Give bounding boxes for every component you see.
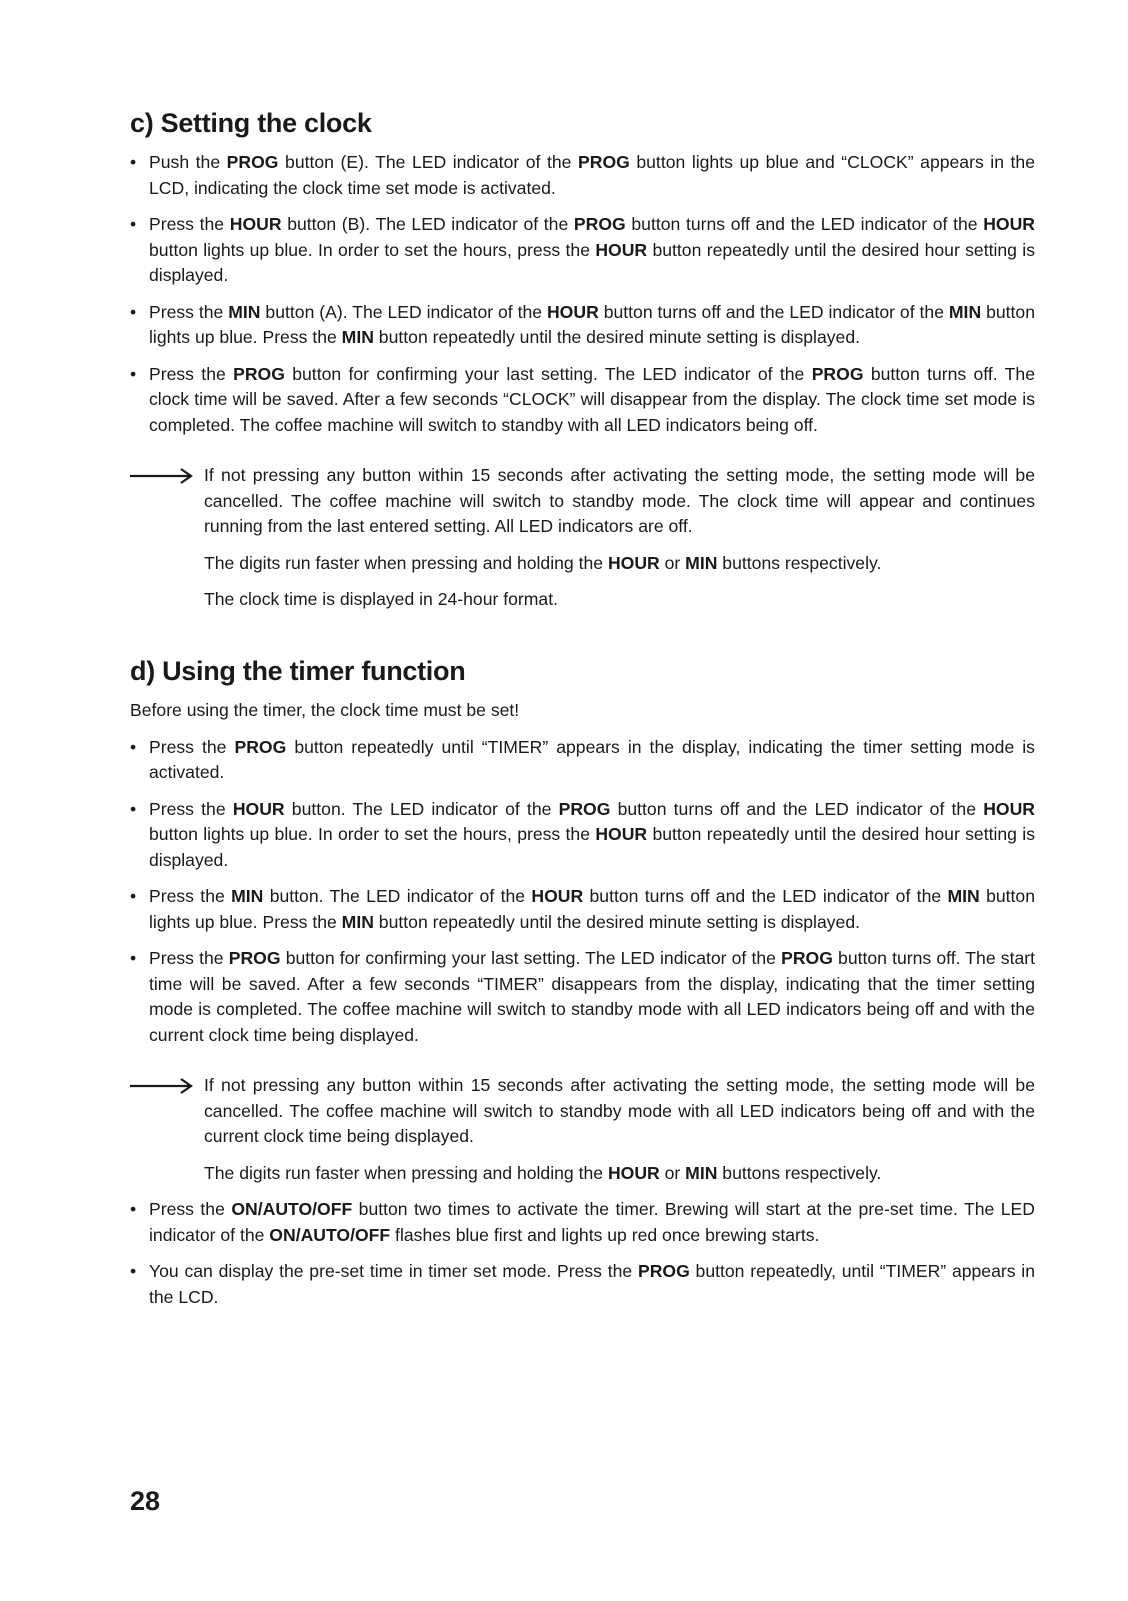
button-name: MIN	[341, 911, 374, 932]
button-name: MIN	[685, 552, 718, 573]
text-segment: button lights up blue. In order to set the hours, press the	[149, 239, 596, 260]
text-segment: or	[659, 1162, 686, 1183]
section-d-body	[130, 698, 1035, 1321]
button-name: HOUR	[595, 239, 648, 260]
button-name: PROG	[228, 948, 281, 968]
text-segment: Press the	[149, 798, 233, 819]
text-segment: button. The LED indicator of the	[263, 886, 532, 906]
note	[130, 463, 1035, 540]
text-segment: button repeatedly, until “TIMER” appears in the LCD.	[149, 1261, 1035, 1307]
text-segment: Press the	[149, 948, 229, 968]
note-text: If not pressing any button within 15 seconds after activating the setting mode, the setting mode will be cancelled. The coffee machine will switch to standby mode with all LED indicators being off and with the current clock time being displayed.	[204, 1075, 1035, 1146]
text-segment: button repeatedly until the desired minute setting is displayed.	[373, 911, 861, 932]
text-segment: button turns off and the LED indicator of the	[583, 886, 948, 906]
text-segment: button turns off and the LED indicator of the	[610, 798, 984, 819]
button-name: ON/AUTO/OFF	[269, 1224, 391, 1245]
list-item	[130, 735, 1035, 786]
section-c-body	[130, 150, 1035, 624]
text-segment: Press the	[149, 301, 229, 322]
text-segment: button repeatedly until the desired minute setting is displayed.	[373, 327, 861, 347]
button-name: PROG	[781, 948, 833, 968]
text-segment: button lights up blue. Press the	[149, 301, 1035, 347]
button-name: ON/AUTO/OFF	[231, 1199, 353, 1219]
button-name: HOUR	[232, 798, 285, 819]
button-name: PROG	[558, 798, 611, 819]
text-segment: button turns off. The clock time will be saved. After a few seconds “CLOCK” will disappear from the display. The clock time set mode is completed. The coffee machine will switch to standby with all LED indicators being off.	[149, 363, 1035, 435]
text-segment: button (B). The LED indicator of the	[281, 214, 574, 234]
text-segment: button (A). The LED indicator of the	[260, 301, 547, 322]
button-name: HOUR	[595, 824, 648, 844]
section-c-bullets	[130, 150, 1035, 438]
text-segment: The digits run faster when pressing and holding the	[204, 552, 608, 573]
section-c-heading: c) Setting the clock	[130, 108, 372, 138]
text-segment: button (E). The LED indicator of the	[278, 152, 578, 172]
text-segment: or	[659, 552, 686, 573]
button-name: HOUR	[531, 886, 584, 906]
list-item	[130, 1259, 1035, 1310]
text-segment: buttons respectively.	[717, 1162, 882, 1183]
button-name: PROG	[233, 363, 285, 384]
intro-text: Before using the timer, the clock time must be set!	[130, 700, 520, 720]
note	[130, 1073, 1035, 1150]
note-text: If not pressing any button within 15 seconds after activating the setting mode, the setting mode will be cancelled. The coffee machine will switch to standby mode. The clock time will appear and continues running from the last entered setting. All LED indicators are off.	[204, 465, 1035, 536]
text-segment: button lights up blue. Press the	[149, 886, 1035, 932]
text-segment: Press the	[149, 886, 232, 906]
tip-text	[204, 1161, 1035, 1187]
section-d-bullets-after	[130, 1197, 1035, 1310]
text-segment: The clock time is displayed in 24-hour format.	[204, 589, 558, 609]
text-segment: button for confirming your last setting. The LED indicator of the	[284, 363, 812, 384]
text-segment: button lights up blue and “CLOCK” appears in the LCD, indicating the clock time set mode is activated.	[149, 152, 1036, 198]
button-name: PROG	[811, 363, 864, 384]
button-name: MIN	[948, 301, 982, 322]
button-name: MIN	[685, 1162, 718, 1183]
button-name: HOUR	[983, 798, 1035, 819]
list-item	[130, 300, 1035, 351]
button-name: HOUR	[607, 552, 660, 573]
button-name: PROG	[226, 152, 279, 172]
list-item	[130, 212, 1035, 289]
button-name: MIN	[341, 327, 374, 347]
text-segment: Press the	[149, 736, 235, 757]
tip-text	[204, 551, 1035, 577]
page-number: 28	[130, 1486, 161, 1516]
button-name: PROG	[573, 214, 626, 234]
button-name: HOUR	[607, 1162, 660, 1183]
list-item	[130, 884, 1035, 935]
text-segment: button repeatedly until “TIMER” appears in the display, indicating the timer setting mode is activated.	[149, 736, 1035, 782]
text-segment: button turns off and the LED indicator of the	[625, 214, 984, 234]
text-segment: button turns off and the LED indicator of the	[598, 301, 949, 322]
button-name: PROG	[234, 736, 287, 757]
button-name: HOUR	[229, 214, 282, 234]
text-segment: button repeatedly until the desired hour setting is displayed.	[149, 239, 1036, 285]
list-item	[130, 1197, 1035, 1248]
list-item	[130, 362, 1035, 439]
section-d-bullets	[130, 735, 1035, 1049]
text-segment: flashes blue first and lights up red once brewing starts.	[390, 1224, 820, 1245]
text-segment: button turns off. The start time will be saved. After a few seconds “TIMER” disappears from the display, indicating that the timer setting mode is completed. The coffee machine will switch to standby mode with all LED indicators being off and with the current clock time being displayed.	[149, 948, 1035, 1045]
text-segment: Push the	[149, 152, 227, 172]
text-segment: button repeatedly until the desired hour setting is displayed.	[149, 824, 1036, 870]
text-segment: button for confirming your last setting. The LED indicator of the	[280, 948, 782, 968]
list-item	[130, 150, 1035, 201]
arrow-right-icon	[130, 1077, 194, 1095]
button-name: HOUR	[546, 301, 599, 322]
text-segment: button two times to activate the timer. Brewing will start at the pre-set time. The LED indicator of the	[149, 1199, 1035, 1245]
list-item	[130, 946, 1035, 1048]
section-d-heading: d) Using the timer function	[130, 656, 466, 686]
button-name: MIN	[228, 301, 261, 322]
text-segment: Press the	[149, 363, 234, 384]
arrow-right-icon	[130, 467, 194, 485]
button-name: MIN	[231, 886, 264, 906]
button-name: PROG	[637, 1261, 690, 1281]
text-segment: Press the	[149, 214, 230, 234]
list-item	[130, 797, 1035, 874]
text-segment: The digits run faster when pressing and holding the	[204, 1162, 608, 1183]
text-segment: button lights up blue. In order to set the hours, press the	[149, 824, 596, 844]
text-segment: button. The LED indicator of the	[284, 798, 559, 819]
button-name: MIN	[947, 886, 980, 906]
button-name: PROG	[578, 152, 630, 172]
text-segment: You can display the pre-set time in timer set mode. Press the	[149, 1261, 638, 1281]
text-segment: buttons respectively.	[717, 552, 882, 573]
tip-text	[204, 587, 1035, 613]
button-name: HOUR	[983, 214, 1036, 234]
text-segment: Press the	[149, 1199, 232, 1219]
